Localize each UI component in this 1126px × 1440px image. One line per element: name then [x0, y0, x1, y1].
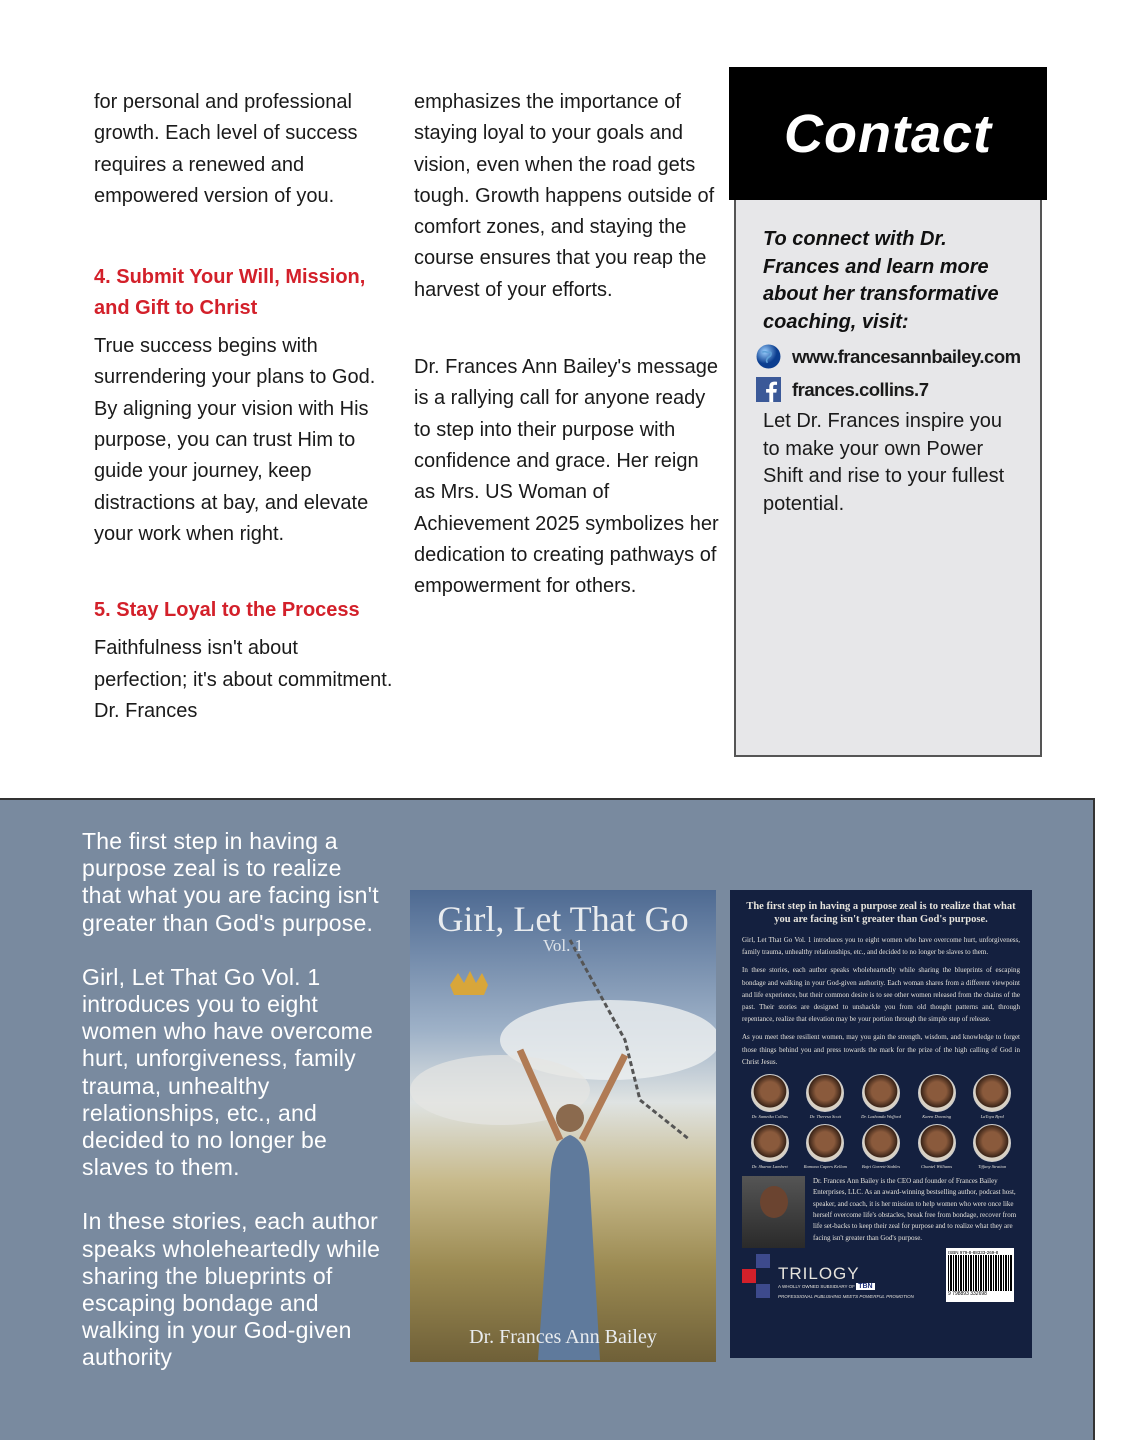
promo-text [82, 828, 382, 1399]
publisher-subsidiary: A WHOLLY OWNED SUBSIDIARY OF TBN [778, 1283, 873, 1291]
book-front-cover [410, 890, 716, 1362]
section-heading-4: 4. Submit Your Will, Mission, and Gift to Christ [94, 266, 366, 320]
publisher-tagline: PROFESSIONAL PUBLISHING MEETS POWERFUL PROMOTION [778, 1294, 914, 1300]
facebook-icon [756, 377, 781, 402]
trilogy-logo-icon [742, 1254, 770, 1302]
isbn-text: ISBN 979-8-88333-269-8 [948, 1250, 999, 1256]
author-portrait: Tiffany Stratton [964, 1124, 1020, 1172]
promo-paragraph: The first step in having a purpose zeal is to realize that what you are facing isn't greater than God's purpose. [82, 828, 379, 936]
book-promo-panel [0, 798, 1095, 1440]
paragraph: True success begins with surrendering your plans to God. By aligning your vision with His purpose, you can trust Him to guide your journey, keep distractions at bay, and elevate your work when right. [94, 335, 376, 545]
contact-outro: Let Dr. Frances inspire you to make your own Power Shift and rise to your fullest potential. [763, 410, 1005, 515]
back-paragraph: In these stories, each author speaks wholeheartedly while sharing the blueprints of escaping bondage and walking in your God-given authority. Each woman shares from a different viewpoint and life experience, but their common desire is to see other women released from the chains of the past. Their stories are designed to unshackle you from old thought patterns and, through repentance, realize that elevation may be your portion through the simple step of release. [742, 966, 1020, 1024]
cover-author: Dr. Frances Ann Bailey [469, 1326, 657, 1348]
tbn-logo: TBN [858, 1283, 873, 1291]
paragraph: for personal and professional growth. Each level of success requires a renewed and empowered version of you. [94, 91, 358, 207]
article-column-2 [414, 87, 719, 602]
website-url: www.francesannbailey.com [792, 345, 1021, 367]
cover-illustration [410, 890, 716, 1362]
author-portraits [742, 1074, 1020, 1172]
facebook-handle: frances.collins.7 [792, 378, 929, 400]
crown-icon [450, 971, 488, 995]
back-headline: The first step in having a purpose zeal is to realize that what you are facing isn't greater than God's purpose. [746, 901, 1016, 925]
author-portrait: Dr. Lashonda Wofford [853, 1074, 909, 1122]
author-portrait: Karen Downing [909, 1074, 965, 1122]
paragraph: Faithfulness isn't about perfection; it's about commitment. Dr. Frances [94, 637, 393, 722]
barcode-number: 9 798893 332698 [948, 1291, 987, 1298]
bio-text: Dr. Frances Ann Bailey is the CEO and founder of Frances Bailey Enterprises, LLC. As an award-winning bestselling author, podcast host, speaker, and coach, it is her mission to help women who were once like herself overcome life's obstacles, break free from bondage, recover from life set-backs to keep their zeal for purpose and to realize what they are facing isn't greater than God's purpose. [813, 1177, 1017, 1242]
isbn-barcode [946, 1248, 1014, 1302]
author-portrait: Bajri Garrett-Stables [853, 1124, 909, 1172]
section-heading-5: 5. Stay Loyal to the Process [94, 599, 360, 622]
author-portrait: Dr. Theresa Scott [798, 1074, 854, 1122]
author-bio [742, 1176, 1020, 1248]
back-paragraph: Girl, Let That Go Vol. 1 introduces you to eight women who have overcome hurt, unforgiveness, family trauma, unhealthy relationships, etc., and decided to no longer be slaves to them. [742, 936, 1020, 957]
author-portrait: Dr. Sameika Collins [742, 1074, 798, 1122]
author-photo [742, 1176, 805, 1248]
contact-box [734, 200, 1042, 757]
paragraph: emphasizes the importance of staying loyal to your goals and vision, even when the road gets tough. Growth happens outside of comfort zones, and staying the course ensures that you reap the harvest of your efforts. [414, 91, 715, 301]
contact-title: Contact [729, 67, 1047, 200]
globe-icon [756, 344, 781, 369]
author-portrait: Chantel Williams [909, 1124, 965, 1172]
author-portrait: Ramona Capers Kellam [798, 1124, 854, 1172]
promo-paragraph: In these stories, each author speaks wholeheartedly while sharing the blueprints of escaping bondage and walking in your God-given authority [82, 1208, 381, 1371]
back-paragraph: As you meet these resilient women, may you gain the strength, wisdom, and knowledge to forget those things behind you and press towards the mark for the prize of the high calling of God in Christ Jesus. [742, 1033, 1020, 1066]
author-portrait: Dr. Sharon Lambert [742, 1124, 798, 1172]
cover-title: Girl, Let That Go [437, 899, 689, 939]
cover-volume: Vol. 1 [542, 936, 584, 955]
paragraph: Dr. Frances Ann Bailey's message is a rallying call for anyone ready to step into their purpose with confidence and grace. Her reign as Mrs. US Woman of Achievement 2025 symbolizes her dedication to creating pathways of empowerment for others. [414, 356, 719, 598]
facebook-link[interactable] [756, 377, 1020, 402]
promo-paragraph: Girl, Let That Go Vol. 1 introduces you to eight women who have overcome hurt, unforgiveness, family trauma, unhealthy relationships, etc., and decided to no longer be slaves to them. [82, 963, 373, 1181]
publisher-name: TRILOGY [778, 1264, 860, 1284]
publisher-block [742, 1250, 1020, 1314]
article-column-1 [94, 87, 394, 727]
book-back-cover [730, 890, 1032, 1358]
website-link[interactable] [756, 344, 1020, 369]
author-portrait: LaToya Byrd [964, 1074, 1020, 1122]
contact-intro: To connect with Dr. Frances and learn more about her transformative coaching, visit: [763, 228, 999, 333]
